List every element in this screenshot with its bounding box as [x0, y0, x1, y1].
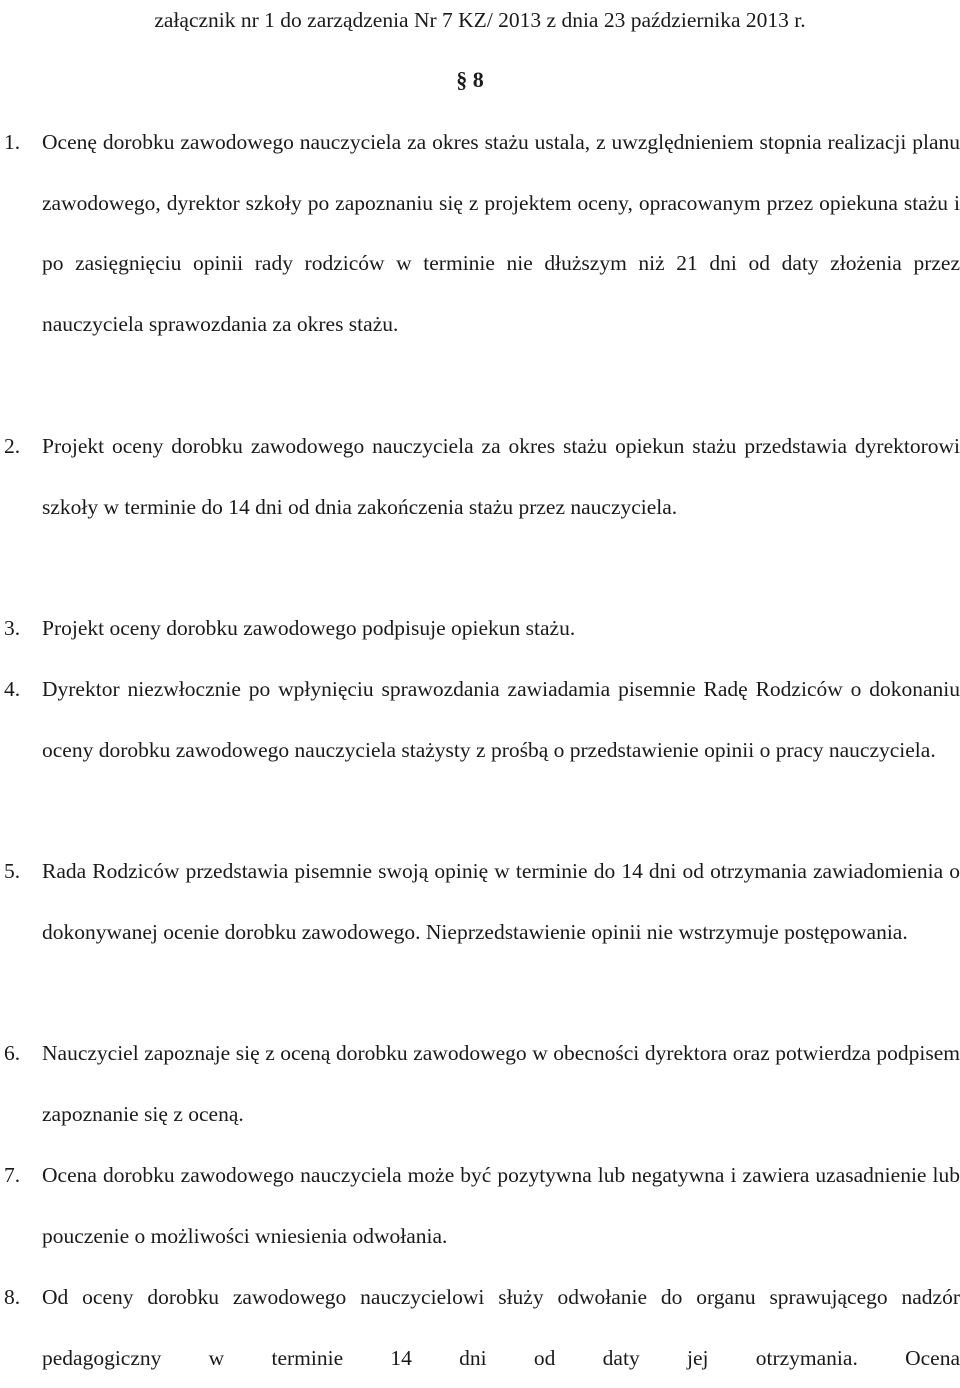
paragraph-1	[0, 112, 960, 355]
paragraph-number: 5.	[4, 859, 21, 883]
paragraph-3	[0, 598, 960, 659]
document-header: załącznik nr 1 do zarządzenia Nr 7 KZ/ 2013 z dnia 23 października 2013 r.	[154, 8, 806, 32]
paragraph-number: 8.	[4, 1285, 21, 1309]
paragraph-2	[0, 416, 960, 537]
paragraph-6	[0, 1023, 960, 1144]
paragraph-number: 2.	[4, 434, 21, 458]
paragraph-text: Ocena dorobku zawodowego nauczyciela może być pozytywna lub negatywna i zawiera uzasadnienie lub pouczenie o możliwości wniesienia odwołania.	[42, 1163, 960, 1248]
paragraph-8	[0, 1267, 960, 1388]
paragraph-text: Rada Rodziców przedstawia pisemnie swoją opinię w terminie do 14 dni od otrzymania zawiadomienia o dokonywanej ocenie dorobku zawodowego. Nieprzedstawienie opinii nie wstrzymuje postępowania.	[42, 859, 960, 944]
paragraph-number: 6.	[4, 1041, 21, 1065]
paragraph-text: Nauczyciel zapoznaje się z oceną dorobku zawodowego w obecności dyrektora oraz potwierdza podpisem zapoznanie się z oceną.	[42, 1041, 960, 1126]
paragraph-text: Projekt oceny dorobku zawodowego nauczyciela za okres stażu opiekun stażu przedstawia dyrektorowi szkoły w terminie do 14 dni od dnia zakończenia stażu przez nauczyciela.	[42, 434, 960, 519]
paragraph-number: 1.	[4, 130, 21, 154]
paragraph-number: 7.	[4, 1163, 21, 1187]
paragraph-number: 4.	[4, 677, 21, 701]
paragraph-number: 3.	[4, 616, 21, 640]
section-heading: § 8	[456, 67, 484, 92]
paragraph-5	[0, 841, 960, 962]
paragraph-text: Ocenę dorobku zawodowego nauczyciela za okres stażu ustala, z uwzględnieniem stopnia realizacji planu zawodowego, dyrektor szkoły po zapoznaniu się z projektem oceny, opracowanym przez opiekuna stażu i po zasięgnięciu opinii rady rodziców w terminie nie dłuższym niż 21 dni od daty złożenia przez nauczyciela sprawozdania za okres stażu.	[42, 130, 960, 337]
paragraph-text: Dyrektor niezwłocznie po wpłynięciu sprawozdania zawiadamia pisemnie Radę Rodziców o dokonaniu oceny dorobku zawodowego nauczyciela stażysty z prośbą o przedstawienie opinii o pracy nauczyciela.	[42, 677, 960, 762]
paragraph-text: Projekt oceny dorobku zawodowego podpisuje opiekun stażu.	[42, 616, 576, 640]
paragraph-text: Od oceny dorobku zawodowego nauczycielowi służy odwołanie do organu sprawującego nadzór pedagogiczny w terminie 14 dni od daty jej otrzymania. Ocena	[42, 1285, 960, 1370]
paragraph-4	[0, 659, 960, 780]
paragraph-7	[0, 1145, 960, 1266]
